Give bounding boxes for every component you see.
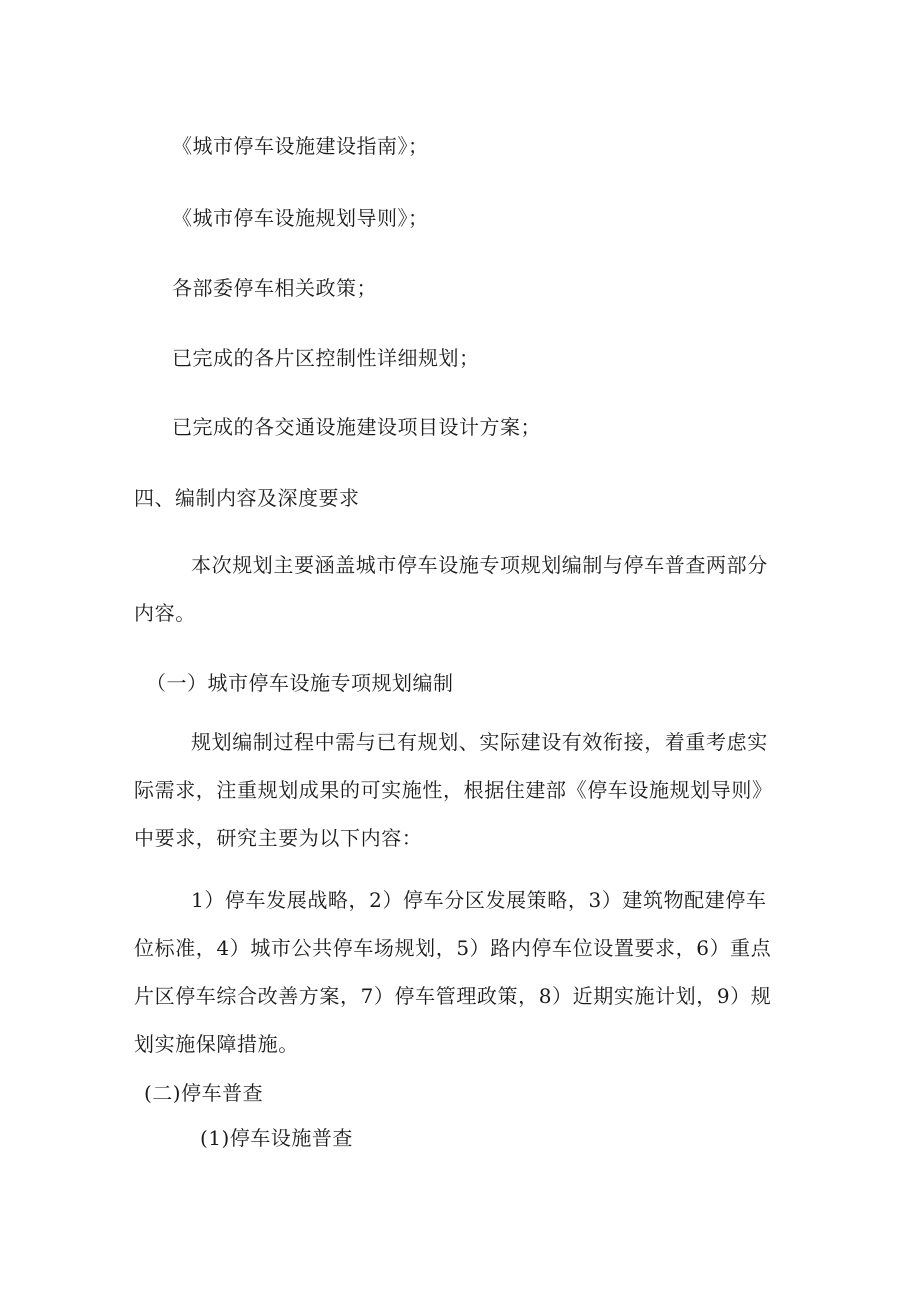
reference-item-1: 《城市停车设施建设指南》；: [172, 134, 429, 158]
subsection-heading-1: （一）城市停车设施专项规划编制: [146, 671, 454, 695]
section-heading: 四、编制内容及深度要求: [134, 486, 360, 510]
subsection-1-paragraph: 规划编制过程中需与已有规划、实际建设有效衔接，着重考虑实际需求，注重规划成果的可实施性，根据住建部《停车设施规划导则》中要求，研究主要为以下内容：: [134, 730, 773, 850]
reference-item-5: 已完成的各交通设施建设项目设计方案；: [172, 415, 541, 439]
subsection-heading-2: (二)停车普查: [144, 1081, 264, 1105]
reference-item-4: 已完成的各片区控制性详细规划；: [172, 346, 480, 370]
subsection-2-item-1: (1)停车设施普查: [200, 1126, 353, 1150]
reference-item-2: 《城市停车设施规划导则》；: [172, 206, 429, 230]
section-intro-paragraph: 本次规划主要涵盖城市停车设施专项规划编制与停车普查两部分内容。: [134, 553, 768, 625]
reference-item-3: 各部委停车相关政策；: [172, 276, 377, 300]
subsection-1-list-paragraph: 1）停车发展战略，2）停车分区发展策略，3）建筑物配建停车位标准，4）城市公共停车场规划，5）路内停车位设置要求，6）重点片区停车综合改善方案，7）停车管理政策，8）近期实施计划，9）规划实施保障措施。: [134, 888, 772, 1056]
